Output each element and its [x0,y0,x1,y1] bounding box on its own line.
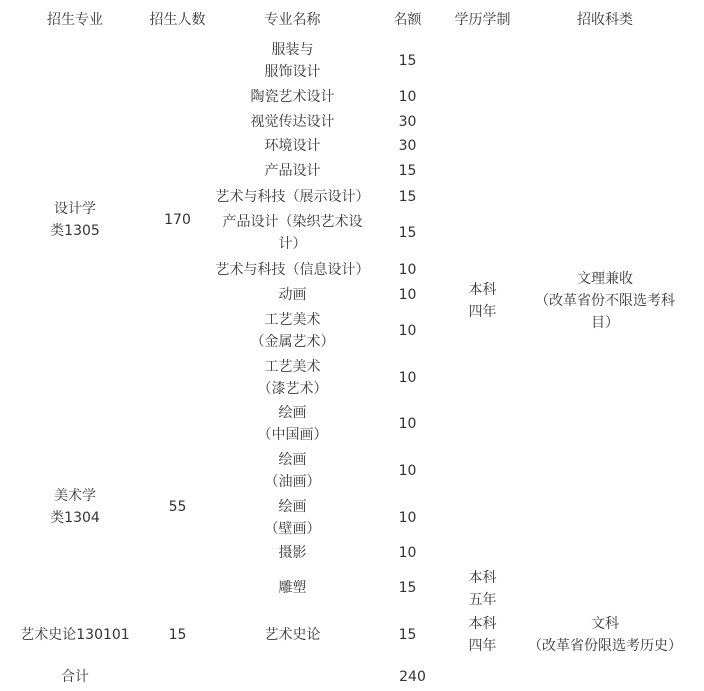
major-name: 服装与 服饰设计 [264,42,321,80]
header-subject: 招收科类 [577,12,633,28]
major-name: 工艺美术 （漆艺术） [257,359,328,397]
total-label: 合计 [61,669,89,685]
major-quota: 10 [398,89,417,105]
major-name: 绘画 （油画） [264,452,321,490]
major-quota: 15 [398,163,417,179]
major-quota: 30 [398,138,417,154]
header-major-name: 专业名称 [264,12,321,28]
major-name: 环境设计 [264,138,321,154]
major-name: 动画 [278,287,307,303]
header-enrollment: 招生人数 [149,12,206,28]
major-quota: 10 [398,370,417,386]
group-name: 设计学 类1305 [50,201,100,239]
major-name: 工艺美术 （金属艺术） [250,312,335,350]
header-duration: 学历学制 [454,12,511,28]
major-quota: 10 [398,545,417,561]
major-name: 视觉传达设计 [250,114,335,130]
major-name: 雕塑 [278,580,307,596]
group-count: 15 [168,627,187,643]
major-quota: 10 [398,323,417,339]
group-name: 艺术史论130101 [20,627,130,643]
subject-cell: 文理兼收 （改革省份不限选考科 目） [535,271,675,331]
major-name: 艺术与科技（展示设计） [215,189,370,205]
major-quota: 15 [398,580,417,596]
header-quota: 名额 [393,12,422,28]
major-quota: 30 [398,114,417,130]
major-quota: 15 [398,225,417,241]
major-name: 产品设计（染织艺术设 计） [222,214,363,252]
group-name: 美术学 类1304 [50,488,100,526]
duration-cell: 本科 四年 [468,616,497,654]
total-value: 240 [399,669,426,685]
major-name: 摄影 [278,545,307,561]
major-quota: 10 [398,416,417,432]
major-quota: 10 [398,510,417,526]
major-quota: 15 [398,53,417,69]
major-name: 艺术史论 [264,627,321,643]
subject-cell: 文科 （改革省份限选考历史） [528,616,682,654]
major-quota: 10 [398,287,417,303]
major-quota: 10 [398,262,417,278]
major-quota: 15 [398,627,417,643]
major-name: 绘画 （壁画） [264,499,321,537]
major-quota: 15 [398,189,417,205]
major-name: 艺术与科技（信息设计） [215,262,370,278]
major-name: 产品设计 [264,163,321,179]
duration-cell: 本科 五年 [468,570,497,608]
group-count: 55 [168,499,187,515]
header-major-category: 招生专业 [47,12,103,28]
major-name: 绘画 （中国画） [257,405,328,443]
duration-cell: 本科 四年 [468,282,497,320]
major-name: 陶瓷艺术设计 [250,89,335,105]
group-count: 170 [164,212,191,228]
major-quota: 10 [398,463,417,479]
